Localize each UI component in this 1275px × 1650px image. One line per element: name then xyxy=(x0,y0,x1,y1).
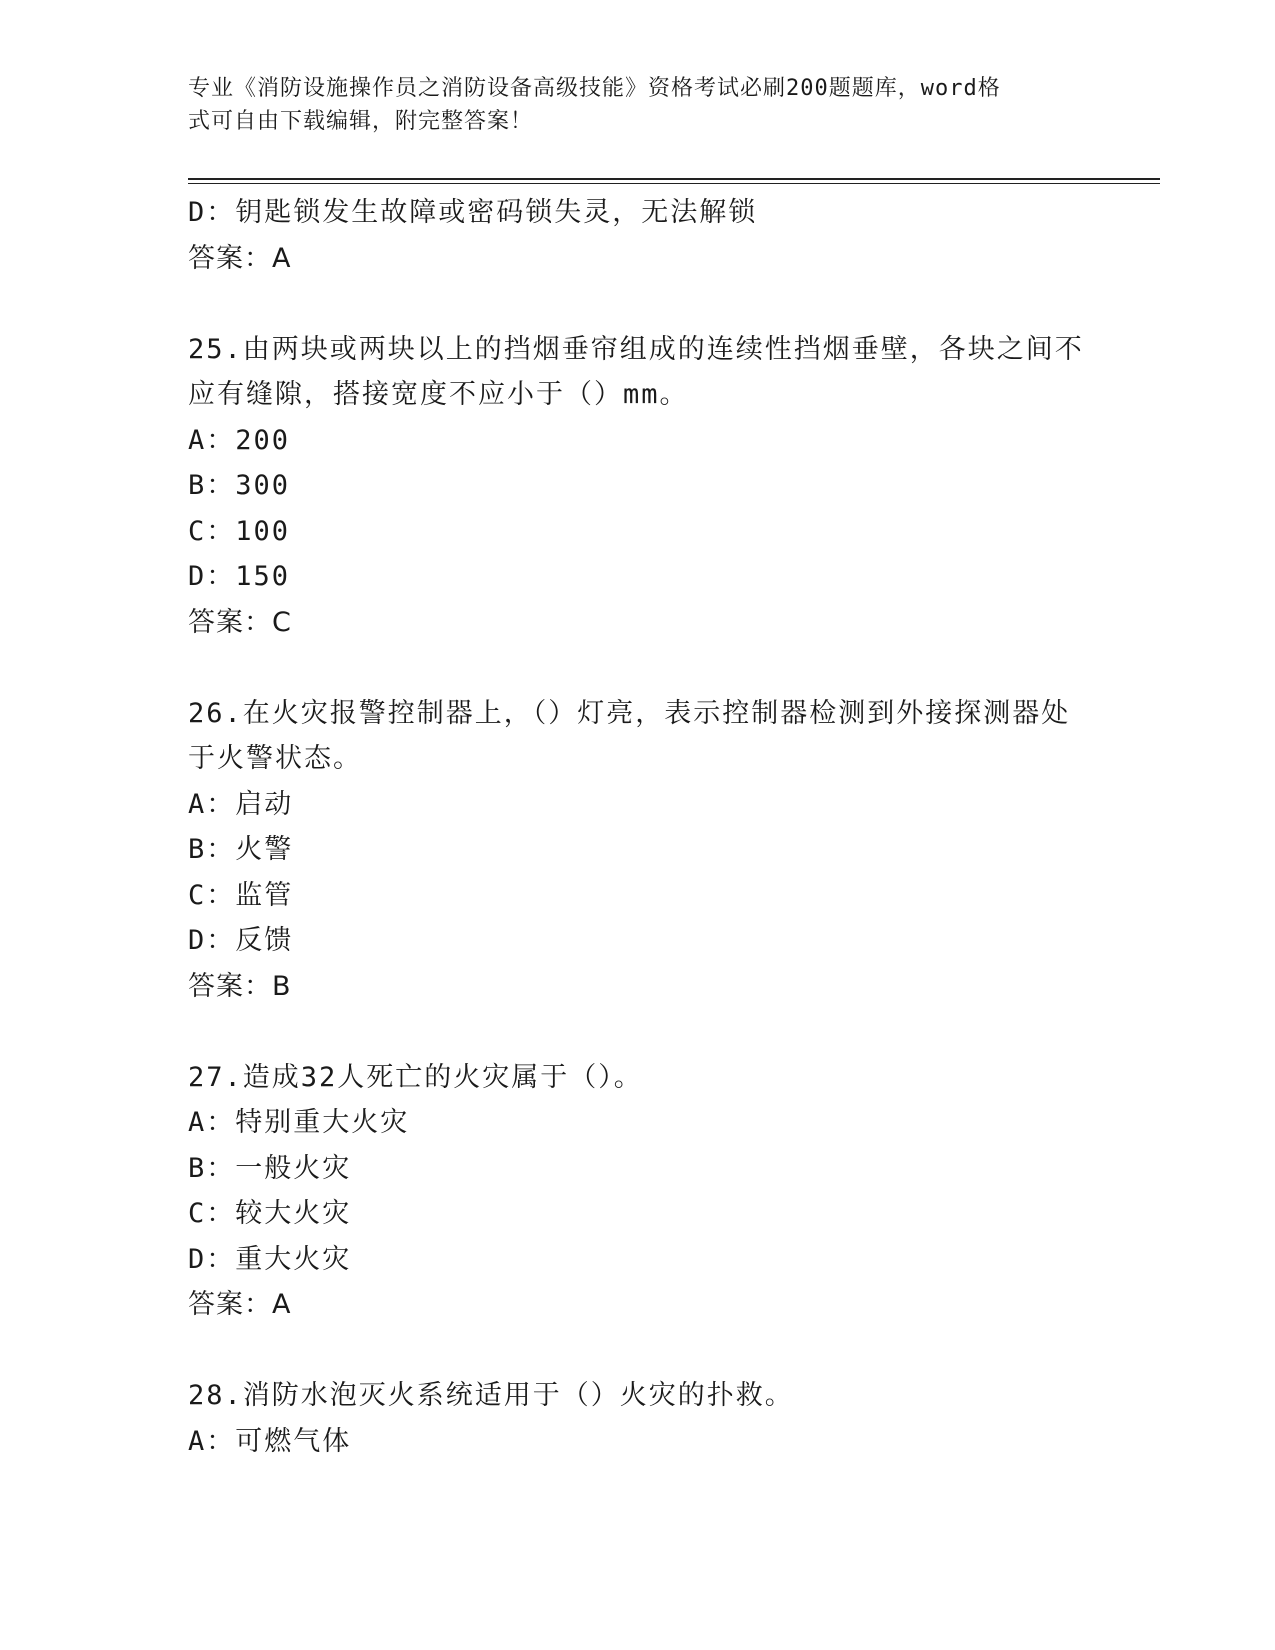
option-d: D：反馈 xyxy=(188,925,294,956)
option-b: B：300 xyxy=(188,470,291,501)
option-a: A：200 xyxy=(188,424,291,456)
option-c: C：监管 xyxy=(188,879,294,911)
question-stem: 28.消防水泡灭火系统适用于（）火灾的扑救。 xyxy=(188,1380,794,1411)
question-stem: 27.造成32人死亡的火灾属于（）。 xyxy=(188,1061,643,1093)
header-line-2: 式可自由下载编辑，附完整答案！ xyxy=(188,109,534,134)
option-a: A：特别重大火灾 xyxy=(188,1107,410,1138)
option-d: D：150 xyxy=(188,561,291,592)
spacer xyxy=(188,645,1088,691)
header-divider-thick xyxy=(188,178,1160,180)
prev-answer: 答案：A xyxy=(188,242,292,274)
spacer xyxy=(188,1328,1088,1374)
spacer xyxy=(188,281,1088,327)
option-a: A：可燃气体 xyxy=(188,1425,352,1457)
question-stem-cont: 应有缝隙，搭接宽度不应小于（）mm。 xyxy=(188,379,689,410)
question-26 xyxy=(188,691,1088,1010)
spacer xyxy=(188,1009,1088,1055)
option-b: B：一般火灾 xyxy=(188,1152,352,1184)
option-d: D：重大火灾 xyxy=(188,1243,352,1275)
option-c: C：100 xyxy=(188,515,291,547)
option-b: B：火警 xyxy=(188,834,294,865)
question-stem: 26.在火灾报警控制器上，（）灯亮，表示控制器检测到外接探测器处 xyxy=(188,697,1071,729)
document-header xyxy=(188,72,1068,138)
question-28 xyxy=(188,1373,1088,1464)
question-list xyxy=(188,190,1088,1464)
answer: 答案：B xyxy=(188,970,292,1002)
option-c: C：较大火灾 xyxy=(188,1198,352,1229)
answer: 答案：A xyxy=(188,1289,292,1320)
prev-option-d: D：钥匙锁发生故障或密码锁失灵，无法解锁 xyxy=(188,197,758,228)
answer: 答案：C xyxy=(188,606,292,638)
question-stem-cont: 于火警状态。 xyxy=(188,743,362,774)
question-27 xyxy=(188,1055,1088,1328)
header-line-1: 专业《消防设施操作员之消防设备高级技能》资格考试必刷200题题库，word格 xyxy=(188,76,1001,101)
option-a: A：启动 xyxy=(188,788,294,820)
question-25 xyxy=(188,327,1088,646)
question-stem: 25.由两块或两块以上的挡烟垂帘组成的连续性挡烟垂壁，各块之间不 xyxy=(188,333,1084,365)
header-divider-thin xyxy=(188,183,1160,184)
